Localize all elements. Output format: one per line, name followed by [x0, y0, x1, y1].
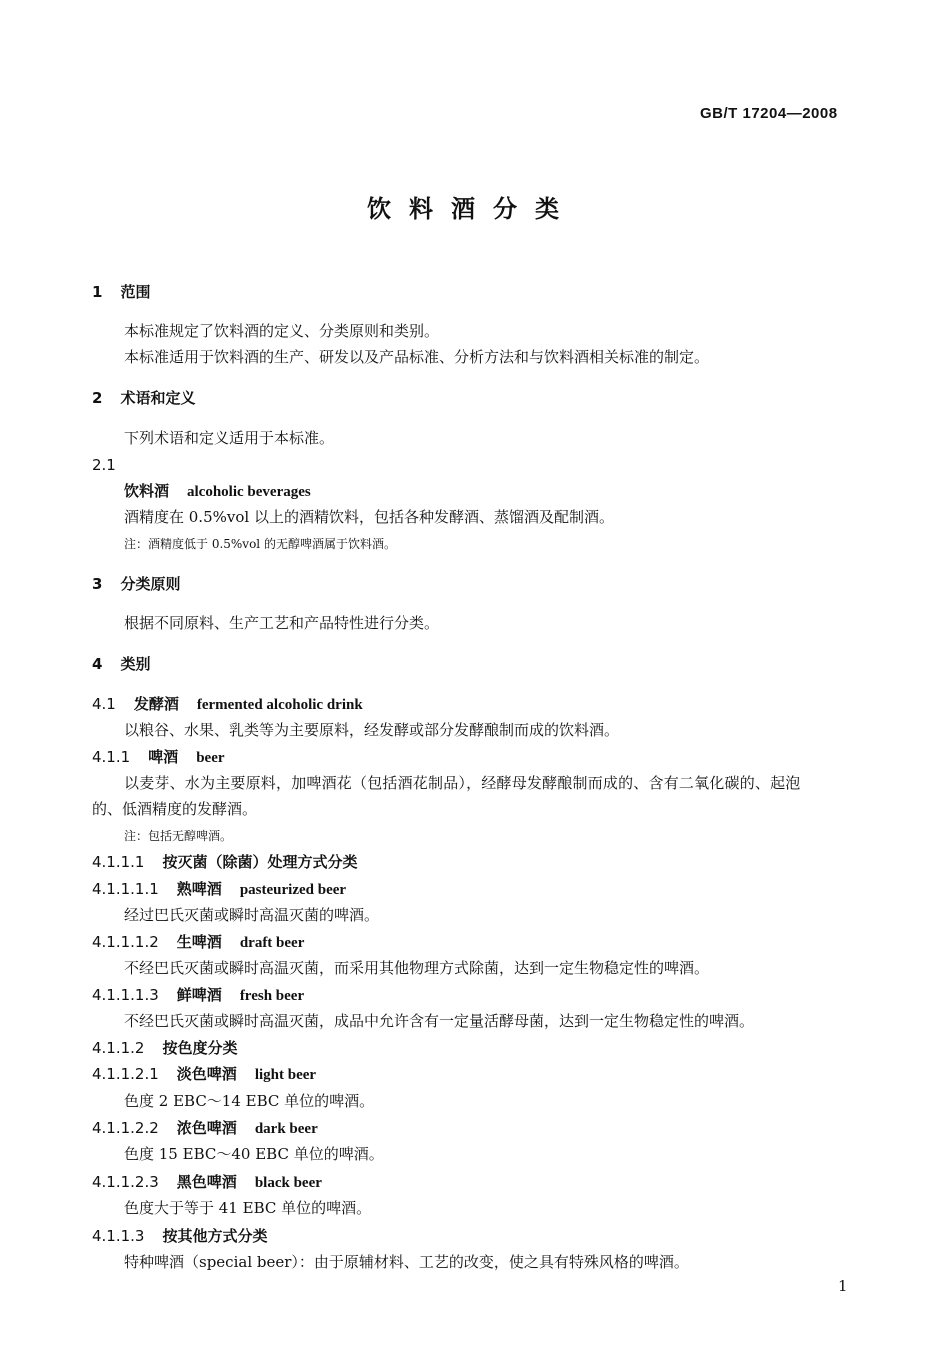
note: 注：包括无醇啤酒。: [124, 829, 233, 843]
clause-number: 4.1.1.3: [92, 1227, 145, 1245]
term-zh: 生啤酒: [176, 933, 222, 951]
clause-number: 4.1.1.1: [92, 853, 145, 871]
paragraph: 本标准适用于饮料酒的生产、研发以及产品标准、分析方法和与饮料酒相关标准的制定。: [124, 348, 710, 366]
section-number: 4: [92, 655, 103, 673]
clause-heading: [92, 694, 363, 715]
term-en: alcoholic beverages: [187, 484, 311, 500]
section-title: 类别: [120, 655, 151, 673]
definition: 以粮谷、水果、乳类等为主要原料，经发酵或部分发酵酿制而成的饮料酒。: [124, 721, 620, 739]
paragraph: 根据不同原料、生产工艺和产品特性进行分类。: [124, 614, 440, 632]
clause-number: 4.1.1.2: [92, 1039, 145, 1057]
document-title: 饮料酒分类: [367, 195, 577, 223]
section-2-heading: [92, 388, 195, 408]
clause-title: 按其他方式分类: [162, 1227, 268, 1245]
clause-heading: [92, 1226, 268, 1246]
definition: 不经巴氏灭菌或瞬时高温灭菌，而采用其他物理方式除菌，达到一定生物稳定性的啤酒。: [124, 959, 710, 977]
page-number: 1: [838, 1277, 848, 1295]
clause-number: 4.1.1: [92, 748, 131, 766]
term-en: beer: [196, 750, 225, 766]
definition: 不经巴氏灭菌或瞬时高温灭菌，成品中允许含有一定量活酵母菌，达到一定生物稳定性的啤酒。: [124, 1012, 755, 1030]
term-zh: 浓色啤酒: [176, 1119, 237, 1137]
clause-number: 4.1.1.2.3: [92, 1173, 159, 1191]
term-en: pasteurized beer: [239, 882, 347, 898]
clause-heading: [92, 1064, 316, 1085]
clause-heading: [92, 852, 358, 872]
clause-heading: [92, 985, 304, 1006]
definition: 色度大于等于 41 EBC 单位的啤酒。: [124, 1199, 372, 1217]
term-zh: 黑色啤酒: [176, 1173, 237, 1191]
clause-title: 按色度分类: [162, 1039, 238, 1057]
paragraph: 本标准规定了饮料酒的定义、分类原则和类别。: [124, 322, 440, 340]
clause-number: 4.1.1.1.2: [92, 933, 159, 951]
section-title: 分类原则: [120, 575, 181, 593]
clause-heading: [92, 879, 346, 900]
section-4-heading: [92, 654, 150, 674]
term-zh: 鲜啤酒: [176, 986, 222, 1004]
term-zh: 饮料酒: [124, 482, 170, 500]
clause-number: 2.1: [92, 456, 116, 474]
definition: 色度 2 EBC～14 EBC 单位的啤酒。: [124, 1092, 375, 1110]
definition: 酒精度在 0.5%vol 以上的酒精饮料，包括各种发酵酒、蒸馏酒及配制酒。: [124, 508, 614, 526]
definition: 色度 15 EBC～40 EBC 单位的啤酒。: [124, 1145, 384, 1163]
clause-number: 4.1.1.1.1: [92, 880, 159, 898]
term-zh: 发酵酒: [133, 695, 179, 713]
clause-heading: [92, 1038, 238, 1058]
section-title: 范围: [120, 283, 151, 301]
clause-number: 4.1.1.2.1: [92, 1065, 159, 1083]
clause-number: 4.1: [92, 695, 116, 713]
section-number: 2: [92, 389, 103, 407]
term-zh: 淡色啤酒: [176, 1065, 237, 1083]
term-zh: 啤酒: [148, 748, 179, 766]
term-en: black beer: [254, 1175, 322, 1191]
standard-number: GB/T 17204—2008: [700, 105, 838, 122]
section-1-heading: [92, 282, 150, 302]
section-number: 3: [92, 575, 103, 593]
term-en: light beer: [254, 1067, 317, 1083]
clause-heading: [92, 747, 225, 768]
clause-heading: [92, 932, 304, 953]
definition: 经过巴氏灭菌或瞬时高温灭菌的啤酒。: [124, 906, 380, 924]
term-heading: [124, 481, 311, 502]
definition-continued: 的、低酒精度的发酵酒。: [92, 800, 258, 818]
clause-number: 4.1.1.1.3: [92, 986, 159, 1004]
term-zh: 熟啤酒: [176, 880, 222, 898]
term-en: fermented alcoholic drink: [196, 697, 363, 713]
clause-title: 按灭菌（除菌）处理方式分类: [162, 853, 358, 871]
term-en: fresh beer: [239, 988, 305, 1004]
clause-heading: [92, 1118, 318, 1139]
term-en: dark beer: [254, 1121, 318, 1137]
clause-number: 4.1.1.2.2: [92, 1119, 159, 1137]
clause-heading: [92, 1172, 322, 1193]
section-title: 术语和定义: [120, 389, 196, 407]
definition: 特种啤酒（special beer）：由于原辅材料、工艺的改变，使之具有特殊风格的啤酒。: [124, 1253, 689, 1271]
note: 注：酒精度低于 0.5%vol 的无醇啤酒属于饮料酒。: [124, 537, 396, 551]
section-3-heading: [92, 574, 180, 594]
definition: 以麦芽、水为主要原料，加啤酒花（包括酒花制品），经酵母发酵酿制而成的、含有二氧化碳的、起泡: [124, 774, 801, 792]
paragraph: 下列术语和定义适用于本标准。: [124, 429, 335, 447]
section-number: 1: [92, 283, 103, 301]
term-en: draft beer: [239, 935, 305, 951]
